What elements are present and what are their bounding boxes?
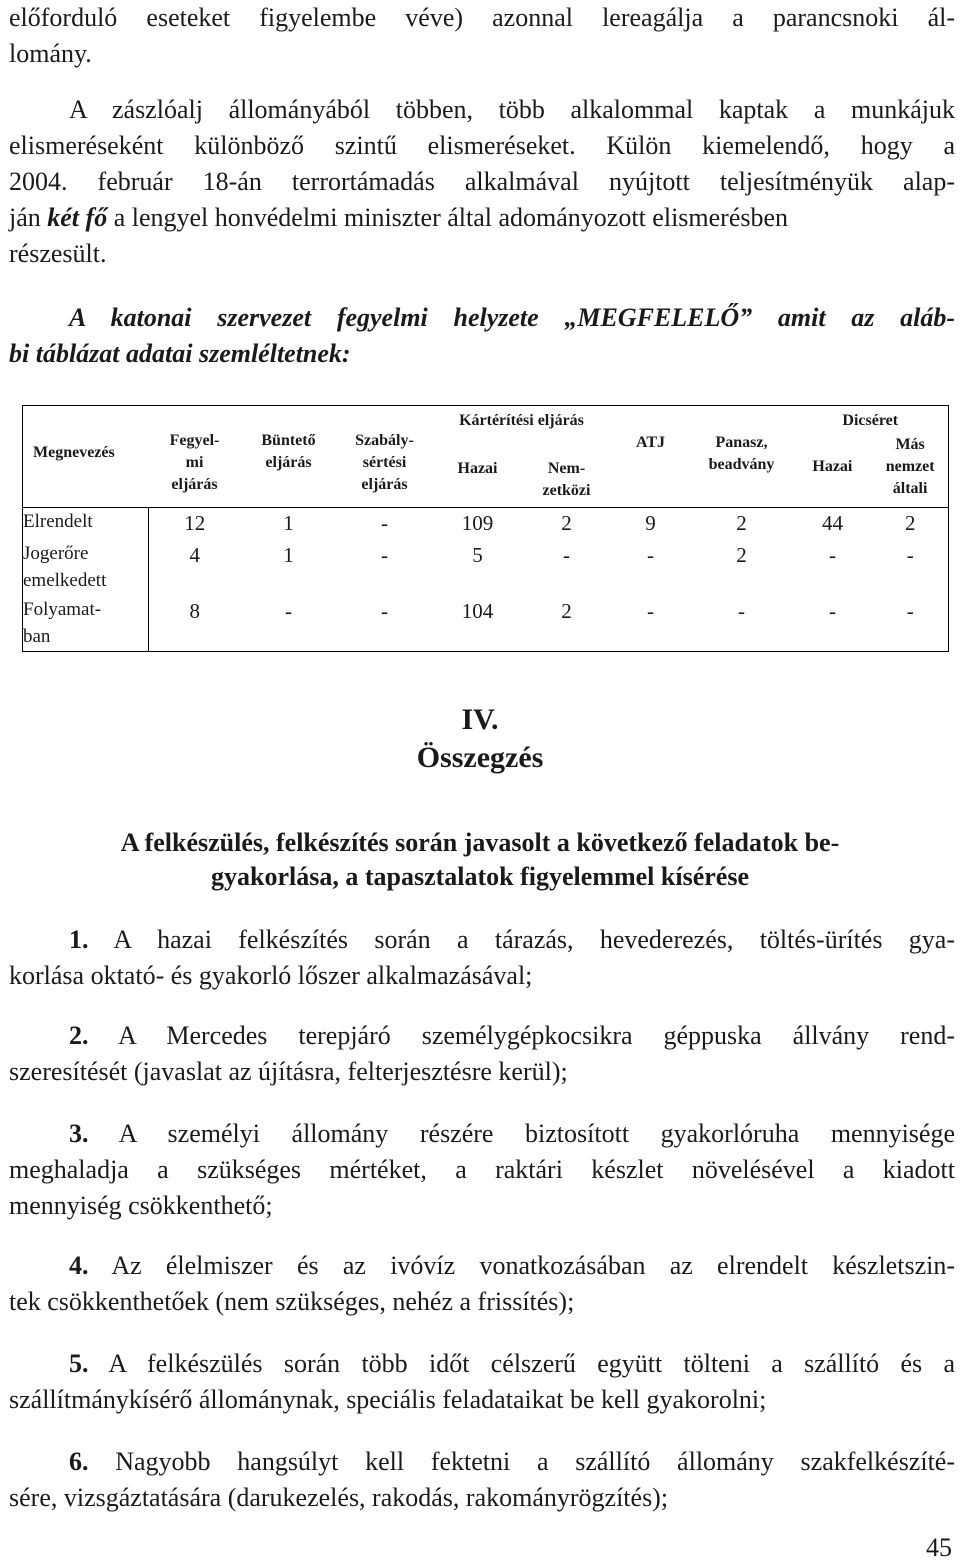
table-cell: - xyxy=(829,542,836,567)
header-dicseret: Dicséret xyxy=(842,412,899,429)
item-number: 6. xyxy=(69,1447,89,1476)
discipline-heading xyxy=(9,300,955,372)
text-fragment: ján xyxy=(9,203,48,232)
text-line: tek csökkenthetőek (nem szükséges, nehéz a frissítés); xyxy=(9,1287,575,1316)
text-line: korlása oktató- és gyakorló lőszer alkalmazásával; xyxy=(9,961,533,990)
header-hazai: Hazai xyxy=(457,460,498,477)
text-line: A katonai szervezet fegyelmi helyzete „MEGFELELŐ” amit az aláb- xyxy=(69,303,955,332)
header-text: mi xyxy=(185,454,204,471)
header-text: Szabály- xyxy=(355,432,414,449)
table-cell: 4 xyxy=(189,542,200,567)
item-number: 1. xyxy=(69,925,89,954)
text-line: 3. A személyi állomány részére biztosított gyakorlóruha mennyisége xyxy=(69,1119,955,1148)
header-text: Fegyel- xyxy=(169,432,220,449)
table-cell: 5 xyxy=(472,542,483,567)
table-header-cell xyxy=(241,406,337,508)
table-header-cell xyxy=(793,406,949,508)
table-cell: 1 xyxy=(283,511,294,535)
row-label: Elrendelt xyxy=(23,508,149,540)
text-line: bi táblázat adatai szemléltetnek: xyxy=(9,339,351,368)
text-line: lomány. xyxy=(9,39,92,68)
table-cell: 2 xyxy=(561,511,572,535)
table-row xyxy=(23,540,949,596)
text-line: előforduló eseteket figyelembe véve) azonnal lereagálja a parancsnoki ál- xyxy=(9,3,955,32)
text-line: 2004. február 18-án terrortámadás alkalmával nyújtott teljesítményük alap- xyxy=(9,167,955,196)
item-5 xyxy=(9,1346,955,1418)
header-text: Panasz, xyxy=(715,434,768,451)
header-megnevezes: Megnevezés xyxy=(33,444,115,461)
table-cell: 2 xyxy=(523,596,611,652)
table-cell: 8 xyxy=(149,596,241,652)
item-number: 2. xyxy=(69,1021,89,1050)
text-line: szállítmánykísérő állománynak, speciális feladataikat be kell gyakorolni; xyxy=(9,1385,767,1414)
header-text: Büntető xyxy=(261,432,316,449)
header-dicseret-hazai: Hazai xyxy=(812,458,853,475)
table-cell: 44 xyxy=(822,511,843,535)
table-row xyxy=(23,596,949,652)
table-cell: - xyxy=(381,542,388,567)
table-cell: - xyxy=(793,596,873,652)
subtitle-line: A felkészülés, felkészítés során javasolt a következő feladatok be- xyxy=(120,828,840,857)
row-label: Jogerőre emelkedett xyxy=(23,540,149,596)
header-text: sértési xyxy=(362,454,407,471)
table-header-cell xyxy=(337,406,433,508)
header-karteritesi: Kártérítési eljárás xyxy=(459,412,584,429)
table-cell: 2 xyxy=(736,542,747,567)
text-line: részesült. xyxy=(9,239,107,268)
item-3 xyxy=(9,1116,955,1224)
table-header-cell xyxy=(433,406,611,508)
text-line xyxy=(9,200,955,236)
text-line: 2. A Mercedes terepjáró személygépkocsikra géppuska állvány rend- xyxy=(69,1021,955,1050)
item-6 xyxy=(9,1444,955,1516)
text-line: 4. Az élelmiszer és az ivóvíz vonatkozásában az elrendelt készletszin- xyxy=(69,1251,955,1280)
text-line: A zászlóalj állományából többen, több alkalommal kaptak a munkájuk xyxy=(69,95,955,124)
header-text: eljárás xyxy=(265,454,312,471)
table-cell: 9 xyxy=(645,511,656,535)
text-line: mennyiség csökkenthető; xyxy=(9,1191,273,1220)
table-cell: - xyxy=(691,596,793,652)
table-header-cell xyxy=(149,406,241,508)
table-cell: 104 xyxy=(433,596,523,652)
text-line: 6. Nagyobb hangsúlyt kell fektetni a szállító állomány szakfelkészíté- xyxy=(69,1447,955,1476)
item-number: 3. xyxy=(69,1119,89,1148)
table-cell: 1 xyxy=(283,542,294,567)
text-line: sére, vizsgáztatására (darukezelés, rakodás, rakományrögzítés); xyxy=(9,1483,669,1512)
section-title: Összegzés xyxy=(416,741,544,774)
table-cell: - xyxy=(241,596,337,652)
text-line: 5. A felkészülés során több időt célszerű együtt tölteni a szállító és a xyxy=(69,1349,955,1378)
table-cell: - xyxy=(337,596,433,652)
item-1 xyxy=(9,922,955,994)
page-number: 45 xyxy=(926,1533,952,1562)
table-cell: 109 xyxy=(461,511,494,535)
table-header-cell xyxy=(691,406,793,508)
section-subtitle xyxy=(40,826,920,894)
table-cell: - xyxy=(873,596,949,652)
header-text: beadvány xyxy=(708,456,775,473)
text-line: szeresítését (javaslat az újításra, felterjesztésre kerül); xyxy=(9,1057,568,1086)
table-header-cell xyxy=(611,406,691,508)
emphasis-text: két fő xyxy=(47,203,108,232)
header-atj: ATJ xyxy=(635,434,666,451)
intro-paragraph xyxy=(9,0,955,272)
item-number: 5. xyxy=(69,1349,89,1378)
table-header-cell xyxy=(23,406,149,508)
header-text: zetközi xyxy=(542,482,591,499)
table-cell: 2 xyxy=(873,508,949,540)
header-text: eljárás xyxy=(361,476,408,493)
header-text: Nem- xyxy=(547,460,586,477)
header-text: Más xyxy=(895,436,925,453)
table-cell: - xyxy=(611,596,691,652)
row-label: Folyamat- ban xyxy=(23,596,149,652)
subtitle-line: gyakorlása, a tapasztalatok figyelemmel kísérése xyxy=(211,862,749,891)
item-number: 4. xyxy=(69,1251,89,1280)
table-cell: - xyxy=(873,540,949,596)
text-fragment: a lengyel honvédelmi miniszter által adományozott elismerésben xyxy=(107,203,789,232)
item-4 xyxy=(9,1248,955,1320)
header-text: nemzet xyxy=(885,458,935,475)
table-cell: 2 xyxy=(736,511,747,535)
text-line: meghaladja a szükséges mértéket, a raktári készlet növelésével a kiadott xyxy=(9,1155,955,1184)
header-text: általi xyxy=(892,480,928,497)
table-cell: - xyxy=(647,542,654,567)
section-number: IV. xyxy=(461,703,499,736)
table-cell: - xyxy=(563,542,570,567)
text-line: 1. A hazai felkészítés során a tárazás, hevederezés, töltés-ürítés gya- xyxy=(69,925,955,954)
header-text: eljárás xyxy=(171,476,218,493)
item-2 xyxy=(9,1018,955,1090)
table-cell: 12 xyxy=(184,511,206,535)
text-line: elismeréseként különböző szintű elismeréseket. Külön kiemelendő, hogy a xyxy=(9,131,955,160)
table-cell: - xyxy=(381,511,388,535)
discipline-table xyxy=(22,405,949,652)
table-row xyxy=(23,508,949,540)
